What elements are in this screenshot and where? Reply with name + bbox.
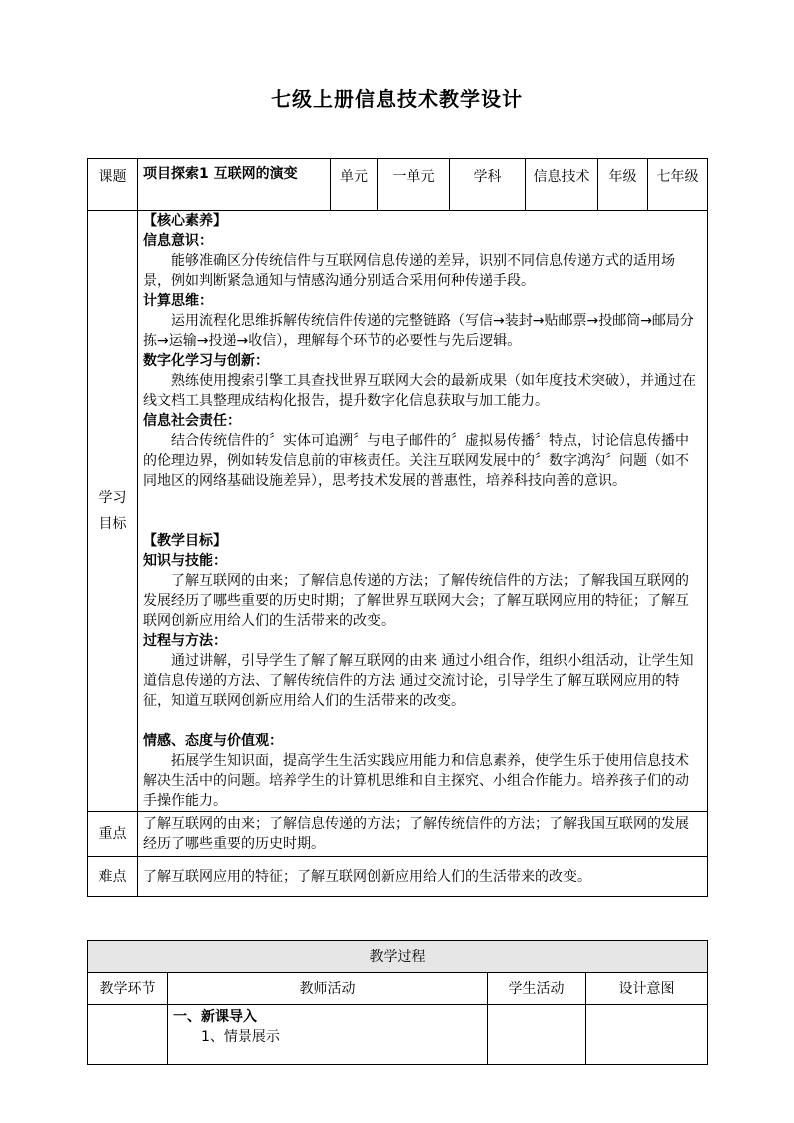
key-points-text: 了解互联网的由来；了解信息传递的方法；了解传统信件的方法；了解我国互联网的发展经历了哪些重要的历史时期。 xyxy=(138,812,708,857)
teaching-heading: 【教学目标】 xyxy=(143,533,227,549)
spacer xyxy=(143,711,702,731)
info-awareness-title: 信息意识： xyxy=(143,233,213,249)
process-heading-row xyxy=(88,941,708,973)
section-item: 1、情景展示 xyxy=(201,1029,280,1045)
teacher-cell xyxy=(168,1005,488,1065)
grade-label: 年级 xyxy=(598,159,648,211)
process-text: 通过讲解，引导学生了解了解互联网的由来 通过小组合作，组织小组活动，让学生知道信息传递的方法、了解传统信件的方法 通过交流讨论，引导学生了解互联网应用的特征，知道互联网创新应用给人们的生活带来的改变。 xyxy=(143,653,694,709)
goals-label-text: 学习目标 xyxy=(98,490,127,532)
comp-thinking-title: 计算思维： xyxy=(143,293,213,309)
difficulties-text: 了解互联网应用的特征；了解互联网创新应用给人们的生活带来的改变。 xyxy=(138,857,708,897)
process-columns-row xyxy=(88,973,708,1005)
difficulties-label: 难点 xyxy=(88,857,138,897)
intent-cell xyxy=(586,1005,708,1065)
topic-value: 项目探索1 互联网的演变 xyxy=(138,159,331,211)
knowledge-text: 了解互联网的由来；了解信息传递的方法；了解传统信件的方法；了解我国互联网的发展经历了哪些重要的历史时期；了解世界互联网大会；了解互联网应用的特征；了解互联网创新应用给人们的生活带来的改变。 xyxy=(143,573,689,629)
col-intent: 设计意图 xyxy=(586,973,708,1005)
info-awareness-text: 能够准确区分传统信件与互联网信息传递的差异，识别不同信息传递方式的适用场景，例如判断紧急通知与情感沟通分别适合采用何种传递手段。 xyxy=(143,253,675,289)
core-heading: 【核心素养】 xyxy=(143,213,227,229)
process-row xyxy=(88,1005,708,1065)
col-student: 学生活动 xyxy=(488,973,586,1005)
key-points-row xyxy=(88,812,708,857)
process-table xyxy=(87,940,708,1065)
goals-label xyxy=(88,211,138,812)
subject-label: 学科 xyxy=(450,159,526,211)
unit-label: 单元 xyxy=(331,159,378,211)
goals-content xyxy=(138,211,708,812)
lesson-info-table xyxy=(87,158,708,897)
process-title: 过程与方法： xyxy=(143,633,227,649)
col-stage: 教学环节 xyxy=(88,973,168,1005)
digital-text: 熟练使用搜索引擎工具查找世界互联网大会的最新成果（如年度技术突破），并通过在线文档工具整理成结构化报告，提升数字化信息获取与加工能力。 xyxy=(143,373,696,409)
attitude-title: 情感、态度与价值观： xyxy=(143,733,283,749)
social-text: 结合传统信件的〞实体可追溯〞与电子邮件的〞虚拟易传播〞特点，讨论信息传播中的伦理边界，例如转发信息前的审核责任。关注互联网发展中的〞数字鸿沟〞问题（如不同地区的网络基础设施差异），思考技术发展的普惠性，培养科技向善的意识。 xyxy=(143,433,689,489)
comp-thinking-text: 运用流程化思维拆解传统信件传递的完整链路（写信→装封→贴邮票→投邮筒→邮局分拣→运输→投递→收信），理解每个环节的必要性与先后逻辑。 xyxy=(143,313,694,349)
unit-value: 一单元 xyxy=(378,159,450,211)
spacer xyxy=(143,491,702,531)
grade-value: 七年级 xyxy=(648,159,708,211)
digital-title: 数字化学习与创新： xyxy=(143,353,269,369)
knowledge-title: 知识与技能： xyxy=(143,553,227,569)
goals-row xyxy=(88,211,708,812)
section-title: 一、新课导入 xyxy=(173,1009,257,1025)
attitude-text: 拓展学生知识面，提高学生生活实践应用能力和信息素养，使学生乐于使用信息技术解决生活中的问题。培养学生的计算机思维和自主探究、小组合作能力。培养孩子们的动手操作能力。 xyxy=(143,753,689,809)
process-heading: 教学过程 xyxy=(88,941,708,973)
topic-label: 课题 xyxy=(88,159,138,211)
student-cell xyxy=(488,1005,586,1065)
col-teacher: 教师活动 xyxy=(168,973,488,1005)
social-title: 信息社会责任： xyxy=(143,413,241,429)
header-row xyxy=(88,159,708,211)
key-points-label: 重点 xyxy=(88,812,138,857)
stage-cell xyxy=(88,1005,168,1065)
difficulties-row xyxy=(88,857,708,897)
subject-value: 信息技术 xyxy=(526,159,598,211)
document-title: 七级上册信息技术教学设计 xyxy=(271,87,523,111)
